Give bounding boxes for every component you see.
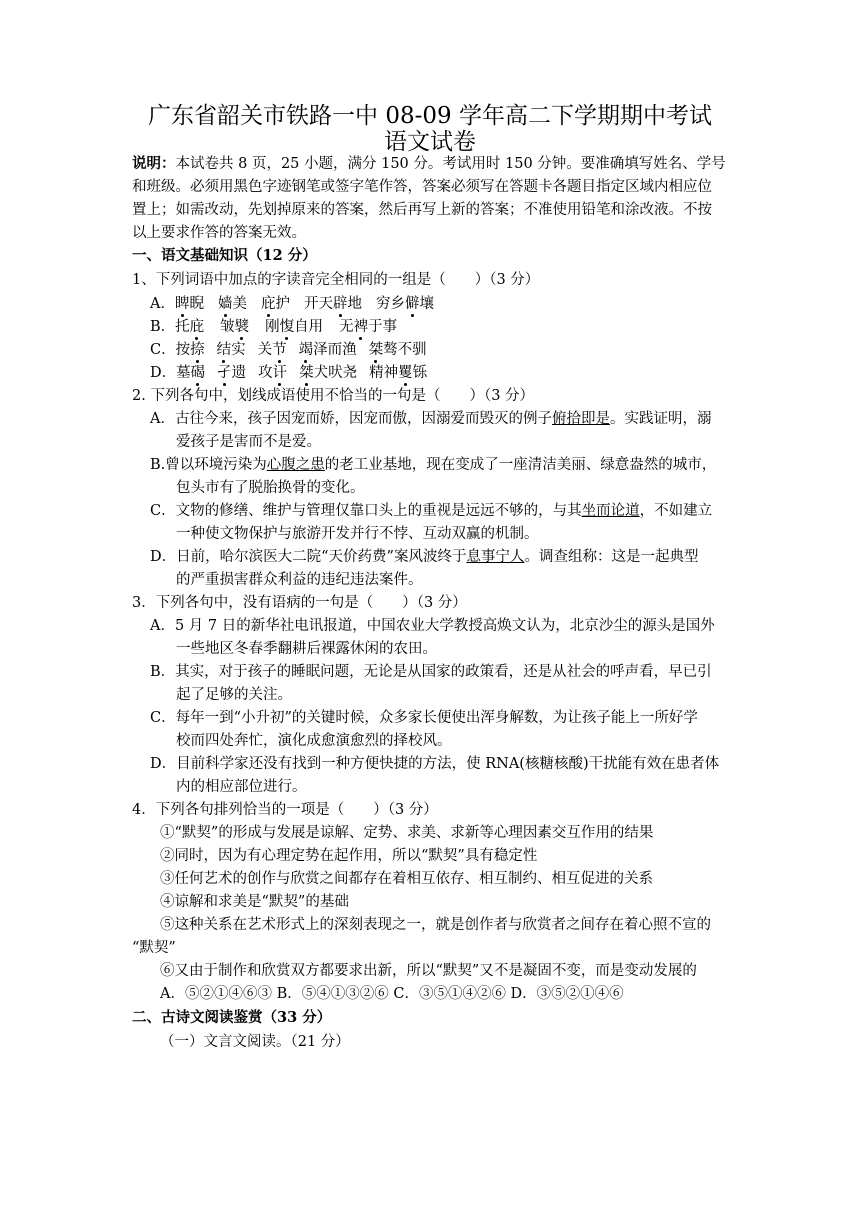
q1-stem: 1、下列词语中加点的字读音完全相同的一组是（ ）（3 分） xyxy=(132,272,540,288)
q1-option-b: B．托庇 皱襞 刚愎自用 无裨于事 xyxy=(150,319,398,335)
exam-title-line2: 语文试卷 xyxy=(384,129,476,155)
q3-option-c-line1: C．每年一到“小升初”的关键时候，众多家长便使出浑身解数，为让孩子能上一所好学 xyxy=(150,710,698,726)
q3-option-b-line1: B．其实，对于孩子的睡眠问题，无论是从国家的政策看，还是从社会的呼声看，早已引 xyxy=(150,664,712,680)
q3-option-b-line2: 起了足够的关注。 xyxy=(176,687,292,703)
underlined-idiom: 息事宁人 xyxy=(466,549,525,565)
instructions-label: 说明： xyxy=(132,155,176,172)
instructions-line4: 以上要求作答的答案无效。 xyxy=(132,225,306,241)
q4-stem: 4．下列各句排列恰当的一项是（ ）（3 分） xyxy=(132,802,438,818)
q1-option-d: D．墓碣 孑遗 攻讦 桀犬吠尧 精神矍铄 xyxy=(150,365,428,381)
q4-sentence-5-line1: ⑤这种关系在艺术形式上的深刻表现之一，就是创作者与欣赏者之间存在着心照不宣的 xyxy=(160,917,711,933)
q2-option-a-line2: 爱孩子是害而不是爱。 xyxy=(176,434,321,450)
q4-sentence-3: ③任何艺术的创作与欣赏之间都存在着相互依存、相互制约、相互促进的关系 xyxy=(160,871,653,887)
q2-option-b-line2: 包头市有了脱胎换骨的变化。 xyxy=(176,480,365,496)
q1-option-c: C．按捺 结实 关节 竭泽而渔 桀骜不驯 xyxy=(150,342,427,358)
section2-heading: 二、古诗文阅读鉴赏（33 分） xyxy=(132,1009,332,1026)
q2-option-b-line1: B.曾以环境污染为心腹之患的老工业基地，现在变成了一座清洁美丽、绿意盎然的城市， xyxy=(150,457,717,473)
underlined-idiom: 坐而论道 xyxy=(581,503,640,519)
q4-sentence-4: ④谅解和求美是“默契”的基础 xyxy=(160,894,349,910)
section1-heading: 一、语文基础知识（12 分） xyxy=(132,247,317,264)
q3-option-d-line1: D．目前科学家还没有找到一种方便快捷的方法，使 RNA(核糖核酸)干扰能有效在患者体 xyxy=(150,756,720,772)
q2-option-a-line1: A．古往今来，孩子因宠而娇，因宠而傲，因溺爱而毁灭的例子俯拾即是。实践证明，溺 xyxy=(150,411,712,427)
q2-option-d-line1: D．日前，哈尔滨医大二院“天价药费”案风波终于息事宁人。调查组称：这是一起典型 xyxy=(150,549,699,565)
q4-sentence-2: ②同时，因为有心理定势在起作用，所以“默契”具有稳定性 xyxy=(160,848,538,864)
q1-option-a: A．睥睨 嫱美 庇护 开天辟地 穷乡僻壤 xyxy=(150,296,434,312)
q4-sentence-1: ①“默契”的形成与发展是谅解、定势、求美、求新等心理因素交互作用的结果 xyxy=(160,825,654,841)
q2-option-d-line2: 的严重损害群众利益的违纪违法案件。 xyxy=(176,572,423,588)
q4-options: A．⑤②①④⑥③ B．⑤④①③②⑥ C．③⑤①④②⑥ D．③⑤②①④⑥ xyxy=(160,986,624,1002)
q2-option-c-line2: 一种使文物保护与旅游开发并行不悖、互动双赢的机制。 xyxy=(176,526,539,542)
q3-option-a-line2: 一些地区冬春季翻耕后裸露休闲的农田。 xyxy=(176,641,437,657)
underlined-idiom: 俯拾即是 xyxy=(551,411,610,427)
q3-option-c-line2: 校而四处奔忙，演化成愈演愈烈的择校风。 xyxy=(176,733,452,749)
underlined-idiom: 心腹之患 xyxy=(266,457,325,473)
q4-sentence-6: ⑥又由于制作和欣赏双方都要求出新，所以“默契”又不是凝固不变，而是变动发展的 xyxy=(160,963,697,979)
section2-subheading: （一）文言文阅读。（21 分） xyxy=(160,1034,350,1050)
q4-sentence-5-line2: “默契” xyxy=(132,940,176,956)
exam-title-line1: 广东省韶关市铁路一中 08-09 学年高二下学期期中考试 xyxy=(148,103,712,129)
instructions-line3: 置上；如需改动，先划掉原来的答案，然后再写上新的答案；不准使用铅笔和涂改液。不按 xyxy=(132,202,712,218)
q2-stem: 2. 下列各句中，划线成语使用不恰当的一句是（ ）（3 分） xyxy=(132,388,535,404)
q3-option-a-line1: A．5 月 7 日的新华社电讯报道，中国农业大学教授高焕文认为，北京沙尘的源头是国外 xyxy=(150,618,715,634)
q2-option-c-line1: C．文物的修缮、维护与管理仅靠口头上的重视是远远不够的，与其坐而论道，不如建立 xyxy=(150,503,713,519)
q3-stem: 3．下列各句中，没有语病的一句是（ ）（3 分） xyxy=(132,595,467,611)
instructions-line2: 和班级。必须用黑色字迹钢笔或签字笔作答，答案必须写在答题卡各题目指定区域内相应位 xyxy=(132,179,712,195)
instructions-line1: 说明：本试卷共 8 页，25 小题，满分 150 分。考试用时 150 分钟。要准确填写姓名、学号 xyxy=(132,155,726,172)
q3-option-d-line2: 内的相应部位进行。 xyxy=(176,779,307,795)
